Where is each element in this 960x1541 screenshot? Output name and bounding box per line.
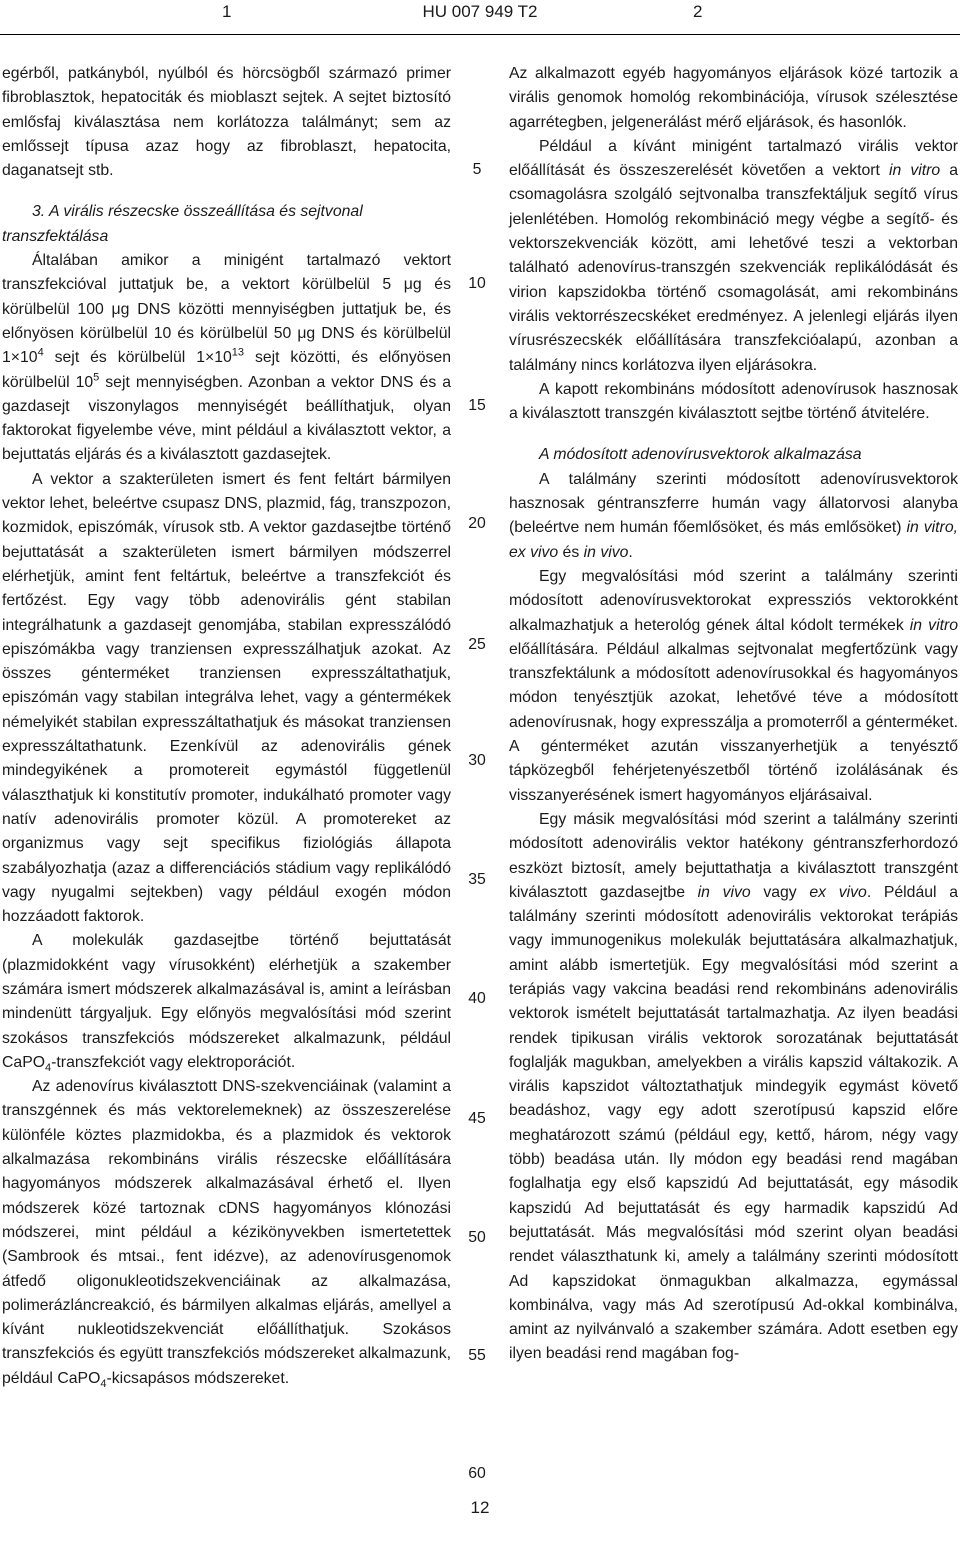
line-number: 10 bbox=[468, 275, 486, 292]
line-number: 20 bbox=[468, 515, 486, 532]
paragraph: Az alkalmazott egyéb hagyományos eljárások közé tartozik a virális genomok homológ rekombinációja, vírusok szélesztése agarrétegben, jelgenerálást mérő eljárások, és hasonlók. bbox=[509, 65, 958, 131]
line-number: 15 bbox=[468, 397, 486, 414]
paragraph: A vektor a szakterületen ismert és fent feltárt bármilyen vektor lehet, beleértve csupasz DNS, plazmid, fág, transzpozon, kozmidok, episzómák, vírusok stb. A vektor gazdasejtbe történő bejuttatását a szakterületen ismert bármilyen módszerrel elérhetjük, amint fent feltártuk, beleértve a transzfekciót és fertőzést. Egy vagy több adenovirális gént stabilan integrálhatunk a gazdasejt genomjába, stabilan expresszálódó episzómákba vagy tranziensen expresszálhatjuk azokat. Az összes génterméket tranziensen expresszáltathatjuk, episzómán vagy stabilan integrálva lehet, vagy a géntermékek némelyikét stabilan expresszáltathatjuk és másokat tranziensen expresszáltathatunk. Ezenkívül az adenovirális gének mindegyikének a promotereit egymástól függetlenül választhatjuk ki konstitutív promoter, indukálható promoter vagy natív adenovirális promoter közül. A promotereket az organizmus vagy sejt specifikus fiziológiás állapota szabályozhatja (azaz a differenciációs stádium vagy replikálódó vagy nyugalmi sejtekben) vagy például exogén módon hozzáadott faktorok. bbox=[2, 470, 451, 926]
line-number: 40 bbox=[468, 990, 486, 1007]
text-run: -transzfekciót vagy elektroporációt. bbox=[51, 1053, 296, 1071]
page-number-right: 2 bbox=[693, 2, 703, 21]
text-run: -kicsapásos módszereket. bbox=[106, 1369, 290, 1387]
text-run: Egy megvalósítási mód szerint a találmány szerinti módosított adenovírusvektorokat expressziós vektorokként alkalmazhatjuk a heterológ gének által kódolt termékek bbox=[509, 567, 958, 634]
text-run: Az adenovírus kiválasztott DNS-szekvenciáinak (valamint a transzgénnek és más vektorelemeknek) az összeszerelése különféle köztes plazmidokba, és a plazmidok és vektorok alkalmazása rekombináns virális részecske előállítására hagyományos módszerek alkalmazásával érhető el. Ilyen módszerek közé tartoznak cDNS hagyományos klónozási módszerei, mint például a kézikönyvekben ismertetettek (Sambrook és mtsai., fent idézve), az adenovírusgenomok átfedő oligonukleotidszekvenciáinak az alkalmazása, polimerázláncreakció, és bármilyen alkalmas eljárás, amellyel a kívánt nukleotidszekvenciát előállíthatjuk. Szokásos transzfekciós és együtt transzfekciós módszereket alkalmazunk, például CaPO bbox=[2, 1078, 451, 1387]
text-run: előállítására. Például alkalmas sejtvonalat megfertőzünk vagy transzfektálunk a módosított adenovírusokkal és hagyományos módon tenyésztjük azokat, lehetővé téve a módosított adenovírusnak, hogy expresszálja a promoterről a génterméket. A génterméket azután visszanyerhetjük a tenyésztő tápközegből fehérjetenyészetből történő izolálásának és visszanyerésének ismert hagyományos eljárásaival. bbox=[509, 640, 958, 804]
page-footer-number: 12 bbox=[470, 1498, 490, 1517]
paragraph: egérből, patkányból, nyúlból és hörcsögből származó primer fibroblasztok, hepatociták és mioblaszt sejtek. A sejtet biztosító emlősfaj kiválasztása nem korlátozza találmányt; sem az emlőssejt típusa azaz hogy az fibroblaszt, hepatocita, daganatsejt stb. bbox=[2, 65, 451, 180]
text-run: . Például a találmány szerinti módosított adenovirális vektorokat terápiás vagy immunogenikus molekulák bejuttatására alkalmazhatjuk, amint alább ismertetjük. Egy megvalósítási mód szerint a terápiás vagy vakcina beadási rend rekombináns adenovirális vektorok ismételt bejuttatását tartalmazhatja. Az ilyen beadási rendek tipikusan virális vektorok sorozatának bejuttatását foglalják magukban, amelyekben a virális kapszid váltakozik. A virális kapszidot változtathatjuk mindegyik egymást követő beadáshoz, vagy egy adott szerotípusú kapszid előre meghatározott számú (például egy, kettő, három, négy vagy több) beadása után. Ily módon egy beadási rend magában foglalhatja egy első kapszidú Ad bejuttatását, egy második kapszidú Ad bejuttatását és egy harmadik kapszidú Ad bejuttatását. Más megvalósítási mód szerint olyan beadási rendet választhatunk ki, amely a találmány szerinti módosított Ad kapszidokat önmagukban alkalmazza, egymással kombinálva, vagy más Ad szerotípusú Ad-okkal kombinálva, amint az nyilvánvaló a szakember számára. Adott esetben egy ilyen beadási rend magában fog- bbox=[509, 883, 958, 1363]
line-number: 5 bbox=[472, 161, 482, 178]
paragraph bbox=[509, 468, 958, 565]
superscript: 5 bbox=[93, 371, 100, 384]
text-run: A molekulák gazdasejtbe történő bejuttatását (plazmidokként vagy vírusokként) elérhetjük a szakember számára ismert módszerek alkalmazásával is, amint a leírásban mindenütt tárgyaljuk. Egy előnyös megvalósítási mód szerint szokásos transzfekciós módszereket alkalmazunk, például CaPO bbox=[2, 932, 451, 1071]
superscript: 13 bbox=[231, 347, 245, 359]
superscript: 4 bbox=[37, 347, 44, 359]
text-run: sejt és körülbelül 1×10 bbox=[43, 349, 232, 367]
italic-term: in vitro bbox=[909, 616, 959, 634]
section-heading bbox=[509, 443, 958, 467]
italic-term: in vivo bbox=[583, 543, 629, 561]
section-heading bbox=[2, 200, 451, 249]
line-number: 25 bbox=[468, 636, 486, 653]
paragraph bbox=[509, 135, 958, 378]
text-run: Általában amikor a minigént tartalmazó vektort transzfekcióval juttatjuk be, a vektort körülbelül 5 μg és körülbelül 100 μg DNS közötti mennyiségben juttatjuk be, és előnyösen körülbelül 10 és körülbelül 50 μg DNS és körülbelül 1×10 bbox=[2, 252, 451, 367]
page-header bbox=[0, 0, 960, 34]
text-run: Egy másik megvalósítási mód szerint a találmány szerinti módosított adenovirális vektor hatékony géntranszferhordozó eszközt biztosít, amely bejuttathatja a kiválasztott transzgént kiválasztott gazdasejtbe bbox=[509, 810, 958, 901]
line-number: 30 bbox=[468, 752, 486, 769]
paragraph bbox=[2, 1075, 451, 1391]
page-number-left: 1 bbox=[222, 2, 232, 21]
left-column bbox=[2, 62, 451, 1391]
line-number: 50 bbox=[468, 1229, 486, 1246]
text-run: a csomagolásra szolgáló sejtvonalba transzfektáljuk segítő vírus jelenlétében. Homológ rekombináció megy végbe a segítő- és vektorszekvenciák között, ami lehetővé teszi a vektorban található adenovírus-transzgén szekvenciák replikálódását és virion kapszidokba történő csomagolását, ami rekombináns virális vektorrészecskéket eredményez. A jelenlegi eljárás ilyen vírusrészecskék előállítására transzfekcióalapú, azonban a találmány nincs korlátozva ilyen eljárásokra. bbox=[509, 162, 959, 374]
right-column bbox=[509, 62, 958, 1367]
paragraph bbox=[2, 249, 451, 468]
text-run: sejt mennyiségben. Azonban a vektor DNS és a gazdasejt viszonylagos mennyiségét beállíthatjuk, olyan faktorokat figyelembe véve, mint például a kiválasztott vektor, a bejuttatás eljárás és a kiválasztott gazdasejtek. bbox=[2, 373, 451, 464]
text-run: . bbox=[628, 543, 633, 561]
text-run: A találmány szerinti módosított adenovírusvektorok hasznosak géntranszferre humán vagy állatorvosi alanyba (beleértve nem humán főemlősöket, és más emlősöket) bbox=[509, 470, 958, 537]
section-heading-text: A módosított adenovírusvektorok alkalmazása bbox=[539, 446, 862, 464]
subscript: 4 bbox=[100, 1377, 107, 1390]
italic-term: in vivo bbox=[697, 883, 751, 901]
line-number: 55 bbox=[468, 1347, 486, 1364]
paragraph bbox=[509, 808, 958, 1367]
italic-term: in vitro bbox=[889, 162, 941, 180]
paragraph bbox=[509, 565, 958, 808]
section-heading-text: 3. A virális részecske összeállítása és sejtvonal transzfektálása bbox=[2, 203, 363, 245]
text-run: sejt közötti, és előnyösen körülbelül 10 bbox=[2, 349, 451, 391]
text-run: és bbox=[558, 543, 584, 561]
line-number: 45 bbox=[468, 1110, 486, 1127]
line-number: 60 bbox=[468, 1465, 486, 1482]
italic-term: in vitro, ex vivo bbox=[509, 519, 958, 561]
line-number: 35 bbox=[468, 871, 486, 888]
paragraph: A kapott rekombináns módosított adenovírusok hasznosak a kiválasztott transzgén kiválasztott sejtbe történő átvitelére. bbox=[509, 380, 958, 423]
text-run: vagy bbox=[750, 883, 810, 901]
document-title: HU 007 949 T2 bbox=[422, 2, 538, 21]
subscript: 4 bbox=[45, 1062, 52, 1075]
header-rule bbox=[0, 34, 960, 35]
paragraph bbox=[2, 929, 451, 1075]
italic-term: ex vivo bbox=[809, 883, 867, 901]
text-run: Például a kívánt minigént tartalmazó virális vektor előállítását és összeszerelését követően a vektort bbox=[509, 137, 958, 180]
